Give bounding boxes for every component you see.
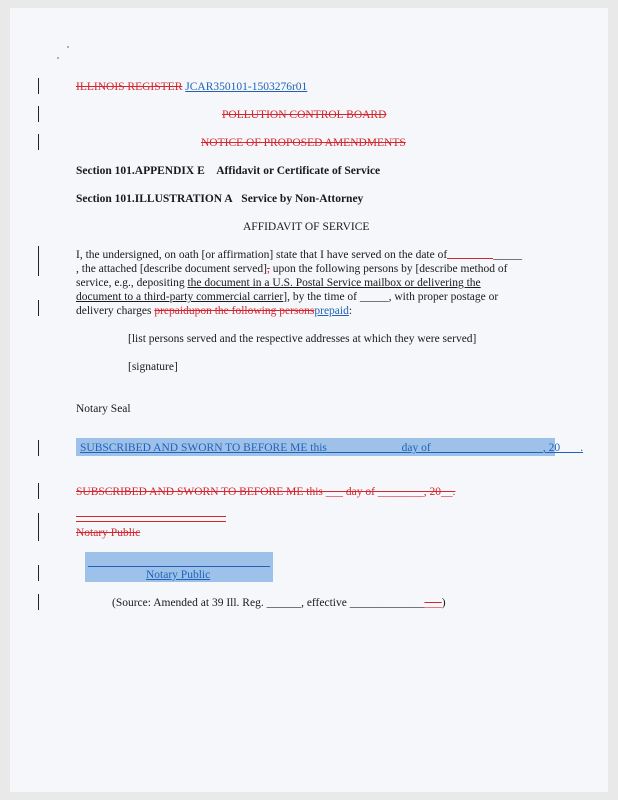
section-illustration-a: Section 101.ILLUSTRATION A Service by Non-Attorney <box>76 193 364 205</box>
change-bar <box>38 440 39 456</box>
notary-public-inserted: Notary Public <box>146 569 211 581</box>
subscribed-old: SUBSCRIBED AND SWORN TO BEFORE ME this ___ day of ________, 20__. <box>76 486 456 498</box>
register-line: ILLINOIS REGISTER JCAR350101-1503276r01 <box>76 81 308 93</box>
body-line-3: service, e.g., depositing the document in a U.S. Postal Service mailbox or delivering the <box>76 277 481 289</box>
change-bar <box>38 106 39 122</box>
notary-seal: Notary Seal <box>76 403 131 415</box>
signature-line-deleted <box>76 516 226 517</box>
body-line-1: I, the undersigned, on oath [or affirmation] state that I have served on the date of _____ <box>76 249 522 261</box>
subscribed-new: SUBSCRIBED AND SWORN TO BEFORE ME this ____________ day of ___________________, 20 ___. <box>80 442 584 454</box>
board-title: POLLUTION CONTROL BOARD <box>222 109 387 121</box>
change-bar <box>38 78 39 94</box>
change-bar <box>38 134 39 150</box>
change-bar <box>38 246 39 276</box>
persons-list: [list persons served and the respective addresses at which they were served] <box>128 333 477 345</box>
change-bar <box>38 300 39 316</box>
signature: [signature] <box>128 361 178 373</box>
signature-line-inserted <box>88 566 270 567</box>
change-bar <box>38 565 39 581</box>
scan-speck <box>57 57 59 59</box>
source-note: (Source: Amended at 39 Ill. Reg. ______, effective ________________) <box>112 597 446 609</box>
document-page <box>10 8 608 792</box>
notice-title: NOTICE OF PROPOSED AMENDMENTS <box>201 137 406 149</box>
change-bar <box>38 513 39 541</box>
change-bar <box>38 594 39 610</box>
affidavit-title: AFFIDAVIT OF SERVICE <box>243 221 370 233</box>
change-bar <box>38 483 39 499</box>
body-line-4: document to a third-party commercial carrier], by the time of _____, with proper postage or <box>76 291 499 303</box>
notary-public-deleted: Notary Public <box>76 527 141 539</box>
signature-line-deleted <box>76 521 226 522</box>
scan-speck <box>67 46 69 48</box>
section-appendix-e: Section 101.APPENDIX E Affidavit or Certificate of Service <box>76 165 381 177</box>
body-line-2: , the attached [describe document served], upon the following persons by [describe method of <box>76 263 508 275</box>
body-line-5: delivery charges prepaidupon the following personsprepaid: <box>76 305 353 317</box>
